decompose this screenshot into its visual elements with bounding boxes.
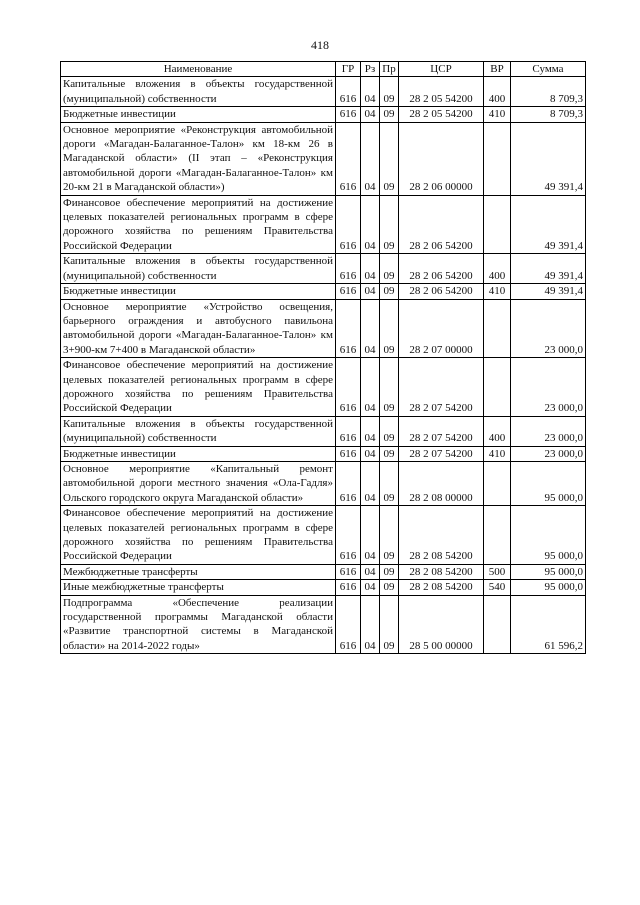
cell-pr: 09 <box>380 358 399 417</box>
cell-gr: 616 <box>336 595 361 654</box>
cell-rz: 04 <box>361 461 380 505</box>
cell-rz: 04 <box>361 122 380 195</box>
table-row <box>61 107 586 122</box>
cell-rz: 04 <box>361 107 380 122</box>
cell-vr: 400 <box>484 77 511 107</box>
table-row <box>61 195 586 254</box>
cell-sum: 95 000,0 <box>511 564 586 579</box>
cell-rz: 04 <box>361 580 380 595</box>
cell-rz: 04 <box>361 506 380 565</box>
cell-rz: 04 <box>361 299 380 358</box>
cell-pr: 09 <box>380 284 399 299</box>
cell-sum: 8 709,3 <box>511 77 586 107</box>
cell-rz: 04 <box>361 595 380 654</box>
cell-csr: 28 2 07 54200 <box>399 358 484 417</box>
cell-csr: 28 2 06 54200 <box>399 284 484 299</box>
cell-sum: 95 000,0 <box>511 506 586 565</box>
cell-pr: 09 <box>380 195 399 254</box>
cell-vr <box>484 358 511 417</box>
cell-vr: 540 <box>484 580 511 595</box>
cell-vr <box>484 595 511 654</box>
cell-rz: 04 <box>361 446 380 461</box>
table-row <box>61 284 586 299</box>
cell-csr: 28 2 08 00000 <box>399 461 484 505</box>
cell-vr <box>484 506 511 565</box>
cell-pr: 09 <box>380 107 399 122</box>
cell-name: Иные межбюджетные трансферты <box>61 580 336 595</box>
cell-pr: 09 <box>380 595 399 654</box>
cell-name: Межбюджетные трансферты <box>61 564 336 579</box>
cell-name: Подпрограмма «Обеспечение реализации государственной программы Магаданской области «Развитие транспортной системы в Магаданской области» на 2014-2022 годы» <box>61 595 336 654</box>
cell-sum: 23 000,0 <box>511 446 586 461</box>
cell-gr: 616 <box>336 284 361 299</box>
header-rz: Рз <box>361 62 380 77</box>
table-row <box>61 580 586 595</box>
cell-vr: 410 <box>484 446 511 461</box>
cell-csr: 28 2 06 00000 <box>399 122 484 195</box>
cell-gr: 616 <box>336 416 361 446</box>
cell-name: Капитальные вложения в объекты государственной (муниципальной) собственности <box>61 416 336 446</box>
table-row <box>61 506 586 565</box>
table-row <box>61 299 586 358</box>
cell-rz: 04 <box>361 195 380 254</box>
cell-name: Финансовое обеспечение мероприятий на достижение целевых показателей региональных программ в сфере дорожного хозяйства по решениям Правительства Российской Федерации <box>61 195 336 254</box>
cell-sum: 49 391,4 <box>511 284 586 299</box>
cell-name: Бюджетные инвестиции <box>61 446 336 461</box>
cell-name: Бюджетные инвестиции <box>61 107 336 122</box>
cell-gr: 616 <box>336 77 361 107</box>
cell-rz: 04 <box>361 564 380 579</box>
cell-vr: 400 <box>484 416 511 446</box>
cell-vr <box>484 461 511 505</box>
cell-gr: 616 <box>336 461 361 505</box>
cell-vr <box>484 195 511 254</box>
cell-csr: 28 5 00 00000 <box>399 595 484 654</box>
cell-name: Бюджетные инвестиции <box>61 284 336 299</box>
cell-pr: 09 <box>380 254 399 284</box>
cell-sum: 49 391,4 <box>511 122 586 195</box>
cell-sum: 49 391,4 <box>511 254 586 284</box>
cell-sum: 95 000,0 <box>511 461 586 505</box>
cell-vr: 410 <box>484 284 511 299</box>
cell-name: Капитальные вложения в объекты государственной (муниципальной) собственности <box>61 254 336 284</box>
header-vr: ВР <box>484 62 511 77</box>
header-pr: Пр <box>380 62 399 77</box>
cell-csr: 28 2 07 54200 <box>399 446 484 461</box>
cell-pr: 09 <box>380 299 399 358</box>
cell-rz: 04 <box>361 416 380 446</box>
cell-name: Финансовое обеспечение мероприятий на достижение целевых показателей региональных программ в сфере дорожного хозяйства по решениям Правительства Российской Федерации <box>61 506 336 565</box>
cell-csr: 28 2 08 54200 <box>399 506 484 565</box>
cell-name: Капитальные вложения в объекты государственной (муниципальной) собственности <box>61 77 336 107</box>
cell-rz: 04 <box>361 77 380 107</box>
header-name: Наименование <box>61 62 336 77</box>
table-row <box>61 358 586 417</box>
cell-gr: 616 <box>336 580 361 595</box>
cell-csr: 28 2 08 54200 <box>399 580 484 595</box>
cell-name: Основное мероприятие «Капитальный ремонт автомобильной дороги местного значения «Ола-Гадля» Ольского городского округа Магаданской области» <box>61 461 336 505</box>
cell-sum: 23 000,0 <box>511 358 586 417</box>
cell-sum: 49 391,4 <box>511 195 586 254</box>
cell-gr: 616 <box>336 299 361 358</box>
cell-pr: 09 <box>380 580 399 595</box>
cell-sum: 23 000,0 <box>511 416 586 446</box>
cell-pr: 09 <box>380 446 399 461</box>
page-number: 418 <box>311 38 329 52</box>
cell-sum: 8 709,3 <box>511 107 586 122</box>
cell-gr: 616 <box>336 107 361 122</box>
cell-gr: 616 <box>336 446 361 461</box>
cell-gr: 616 <box>336 122 361 195</box>
cell-rz: 04 <box>361 358 380 417</box>
cell-vr: 500 <box>484 564 511 579</box>
cell-csr: 28 2 05 54200 <box>399 77 484 107</box>
cell-gr: 616 <box>336 195 361 254</box>
cell-rz: 04 <box>361 254 380 284</box>
cell-sum: 95 000,0 <box>511 580 586 595</box>
cell-vr: 400 <box>484 254 511 284</box>
table-row <box>61 254 586 284</box>
cell-pr: 09 <box>380 461 399 505</box>
cell-pr: 09 <box>380 506 399 565</box>
cell-csr: 28 2 05 54200 <box>399 107 484 122</box>
cell-gr: 616 <box>336 506 361 565</box>
cell-name: Финансовое обеспечение мероприятий на достижение целевых показателей региональных программ в сфере дорожного хозяйства по решениям Правительства Российской Федерации <box>61 358 336 417</box>
cell-sum: 23 000,0 <box>511 299 586 358</box>
cell-gr: 616 <box>336 254 361 284</box>
cell-pr: 09 <box>380 564 399 579</box>
table-row <box>61 122 586 195</box>
table-row <box>61 564 586 579</box>
cell-pr: 09 <box>380 122 399 195</box>
cell-pr: 09 <box>380 77 399 107</box>
cell-rz: 04 <box>361 284 380 299</box>
table-header-row <box>61 62 586 77</box>
header-gr: ГР <box>336 62 361 77</box>
cell-vr <box>484 299 511 358</box>
table-row <box>61 416 586 446</box>
cell-csr: 28 2 06 54200 <box>399 195 484 254</box>
cell-pr: 09 <box>380 416 399 446</box>
table-row <box>61 77 586 107</box>
cell-name: Основное мероприятие «Реконструкция автомобильной дороги «Магадан-Балаганное-Талон» км 18-км 26 в Магаданской области» (II этап – «Реконструкция автомобильной дороги «Магадан-Балаганное-Талон» км 20-км 21 в Магаданской области») <box>61 122 336 195</box>
table-row <box>61 595 586 654</box>
budget-table <box>60 61 586 654</box>
cell-gr: 616 <box>336 358 361 417</box>
cell-name: Основное мероприятие «Устройство освещения, барьерного ограждения и автобусного павильона автомобильной дороги «Магадан-Балаганное-Талон» км 3+900-км 7+400 в Магаданской области» <box>61 299 336 358</box>
cell-csr: 28 2 06 54200 <box>399 254 484 284</box>
cell-vr <box>484 122 511 195</box>
header-sum: Сумма <box>511 62 586 77</box>
table-row <box>61 446 586 461</box>
table-row <box>61 461 586 505</box>
cell-csr: 28 2 08 54200 <box>399 564 484 579</box>
cell-csr: 28 2 07 54200 <box>399 416 484 446</box>
cell-csr: 28 2 07 00000 <box>399 299 484 358</box>
cell-vr: 410 <box>484 107 511 122</box>
header-csr: ЦСР <box>399 62 484 77</box>
cell-gr: 616 <box>336 564 361 579</box>
cell-sum: 61 596,2 <box>511 595 586 654</box>
